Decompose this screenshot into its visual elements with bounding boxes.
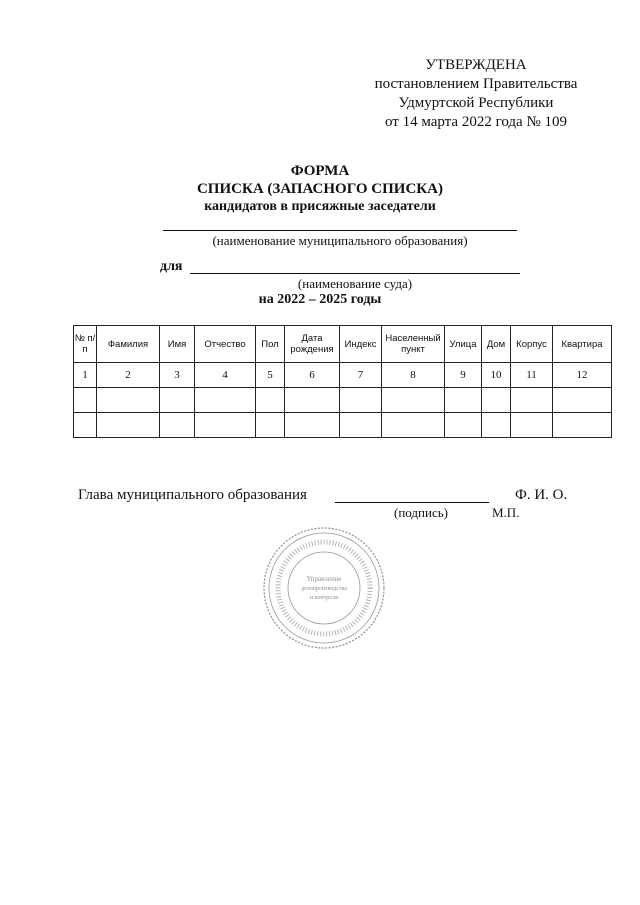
- header-cell: Имя: [160, 326, 195, 363]
- stamp-text: делопроизводства: [301, 586, 347, 592]
- empty-cell: [256, 388, 285, 413]
- title-subject: кандидатов в присяжные заседатели: [204, 199, 436, 214]
- header-cell: Корпус: [511, 326, 553, 363]
- empty-cell: [160, 413, 195, 438]
- empty-cell: [160, 388, 195, 413]
- column-number-cell: 10: [482, 363, 511, 388]
- header-cell: Населенный пункт: [382, 326, 445, 363]
- table-row: [74, 388, 612, 413]
- empty-cell: [340, 388, 382, 413]
- empty-cell: [285, 388, 340, 413]
- column-number-cell: 5: [256, 363, 285, 388]
- header-cell: № п/п: [74, 326, 97, 363]
- empty-cell: [382, 388, 445, 413]
- approval-line: от 14 марта 2022 года № 109: [384, 114, 568, 130]
- approval-line: Удмуртской Республики: [398, 95, 554, 111]
- column-number-cell: 9: [445, 363, 482, 388]
- header-cell: Улица: [445, 326, 482, 363]
- court-line: [190, 273, 520, 274]
- signature-line: [335, 502, 489, 503]
- header-cell: Дата рождения: [285, 326, 340, 363]
- empty-cell: [445, 413, 482, 438]
- column-number-cell: 2: [97, 363, 160, 388]
- column-number-cell: 6: [285, 363, 340, 388]
- header-cell: Индекс: [340, 326, 382, 363]
- empty-cell: [256, 413, 285, 438]
- column-number-cell: 1: [74, 363, 97, 388]
- empty-cell: [340, 413, 382, 438]
- title-form: ФОРМА: [290, 163, 350, 179]
- municipality-caption: (наименование муниципального образования): [212, 233, 468, 248]
- header-cell: Дом: [482, 326, 511, 363]
- empty-cell: [97, 388, 160, 413]
- column-number-cell: 3: [160, 363, 195, 388]
- empty-cell: [553, 413, 612, 438]
- empty-cell: [74, 388, 97, 413]
- approval-line: постановлением Правительства: [374, 76, 578, 92]
- table-row: [74, 413, 612, 438]
- title-list: СПИСКА (ЗАПАСНОГО СПИСКА): [196, 181, 444, 197]
- empty-cell: [74, 413, 97, 438]
- column-number-cell: 8: [382, 363, 445, 388]
- approval-line: УТВЕРЖДЕНА: [425, 57, 527, 73]
- fio-label: Ф. И. О.: [515, 487, 568, 503]
- head-of-municipality-label: Глава муниципального образования: [78, 487, 307, 503]
- approval-block: [360, 56, 592, 132]
- header-row: [74, 326, 612, 363]
- header-cell: Квартира: [553, 326, 612, 363]
- empty-cell: [445, 388, 482, 413]
- empty-cell: [195, 413, 256, 438]
- court-caption: (наименование суда): [297, 276, 413, 291]
- seal-place-label: М.П.: [492, 505, 520, 520]
- header-cell: Отчество: [195, 326, 256, 363]
- municipality-line: [163, 230, 517, 231]
- column-number-cell: 12: [553, 363, 612, 388]
- column-number-cell: 7: [340, 363, 382, 388]
- official-stamp: [262, 526, 386, 650]
- header-cell: Фамилия: [97, 326, 160, 363]
- empty-cell: [482, 388, 511, 413]
- empty-cell: [97, 413, 160, 438]
- empty-cell: [511, 413, 553, 438]
- candidates-table: [73, 325, 612, 438]
- column-number-cell: 4: [195, 363, 256, 388]
- empty-cell: [382, 413, 445, 438]
- empty-cell: [285, 413, 340, 438]
- signature-caption: (подпись): [394, 505, 448, 520]
- header-cell: Пол: [256, 326, 285, 363]
- stamp-text: и контроля: [310, 595, 338, 601]
- column-number-row: [74, 363, 612, 388]
- for-label: для: [160, 259, 183, 274]
- column-number-cell: 11: [511, 363, 553, 388]
- stamp-text: Управление: [306, 575, 342, 583]
- empty-cell: [511, 388, 553, 413]
- years-label: на 2022 – 2025 годы: [258, 292, 382, 307]
- empty-cell: [482, 413, 511, 438]
- empty-cell: [195, 388, 256, 413]
- empty-cell: [553, 388, 612, 413]
